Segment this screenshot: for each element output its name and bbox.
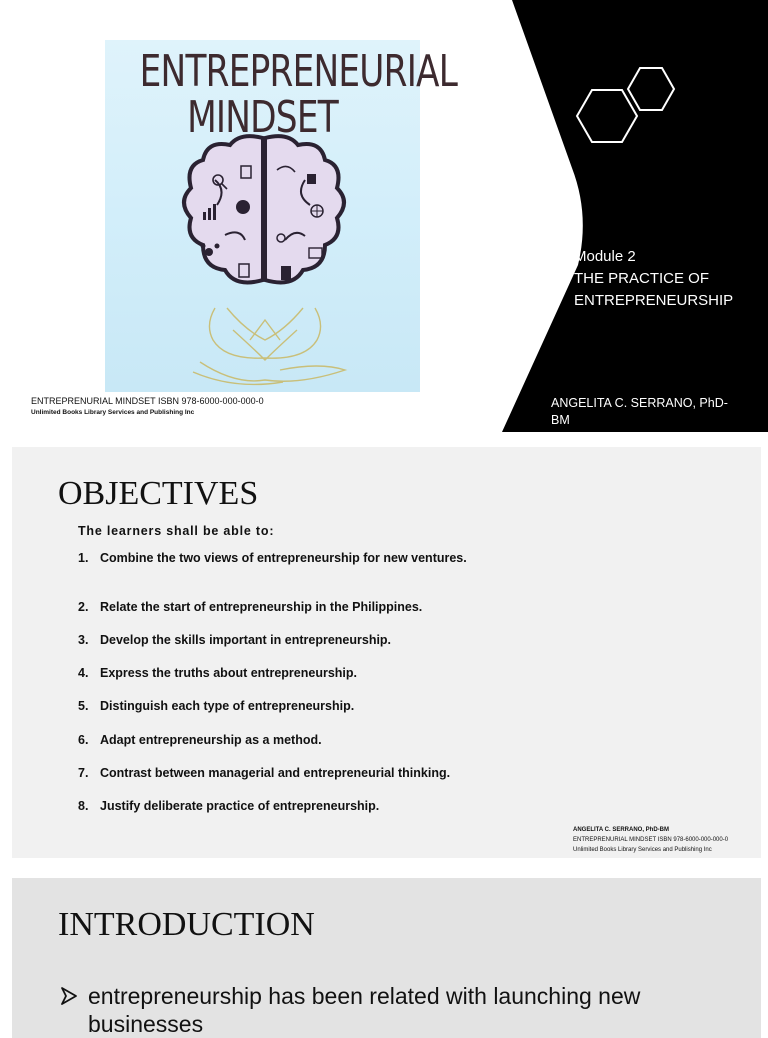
list-item-text: Relate the start of entrepreneurship in the Philippines. [100,600,423,614]
objectives-slide [12,447,761,858]
arrow-bullet-icon [60,986,80,1006]
list-item-number: 6. [78,733,89,747]
footer-author: ANGELITA C. SERRANO, PhD-BM [573,827,669,833]
list-item-text: Distinguish each type of entrepreneurship. [100,699,355,713]
title-slide [0,0,768,432]
cover-title-line1: ENTREPRENEURIAL [139,46,458,97]
book-cover [105,40,458,392]
list-item-number: 4. [78,666,89,680]
list-item-number: 8. [78,799,89,813]
footer-publisher: Unlimited Books Library Services and Publishing Inc [573,847,712,853]
module-number: Module 2 [574,248,636,265]
cover-title-line2: MINDSET [187,92,338,143]
list-item-text: Express the truths about entrepreneurship. [100,666,357,680]
bullet-text: entrepreneurship has been related with launching new businesses [88,983,641,1037]
module-title-line2: ENTREPRENEURSHIP [574,292,734,309]
author-name: ANGELITA C. SERRANO, PhD-BM [551,396,728,427]
list-item-number: 2. [78,600,89,614]
list-item-text: Adapt entrepreneurship as a method. [100,733,322,747]
publisher-caption: Unlimited Books Library Services and Publishing Inc [31,409,195,416]
list-item-number: 1. [78,551,89,565]
list-item-number: 3. [78,633,89,647]
list-item-text: Develop the skills important in entrepreneurship. [100,633,392,647]
introduction-slide [12,878,761,1038]
list-item-text: Justify deliberate practice of entrepreneurship. [100,799,380,813]
meditating-figure-icon [193,308,345,384]
list-item-number: 7. [78,766,89,780]
objectives-title: OBJECTIVES [58,475,259,512]
isbn-caption: ENTREPRENURIAL MINDSET ISBN 978-6000-000-000-0 [31,396,264,406]
objectives-intro: The learners shall be able to: [78,524,275,538]
brain-icon [184,136,344,282]
list-item-number: 5. [78,699,89,713]
module-heading [574,246,733,312]
footer-isbn: ENTREPRENURIAL MINDSET ISBN 978-6000-000-000-0 [573,837,729,843]
list-item-text: Combine the two views of entrepreneurship for new ventures. [100,551,467,565]
list-item-text: Contrast between managerial and entrepreneurial thinking. [100,766,451,780]
module-title-line1: THE PRACTICE OF [574,270,710,287]
introduction-title: INTRODUCTION [58,906,315,943]
